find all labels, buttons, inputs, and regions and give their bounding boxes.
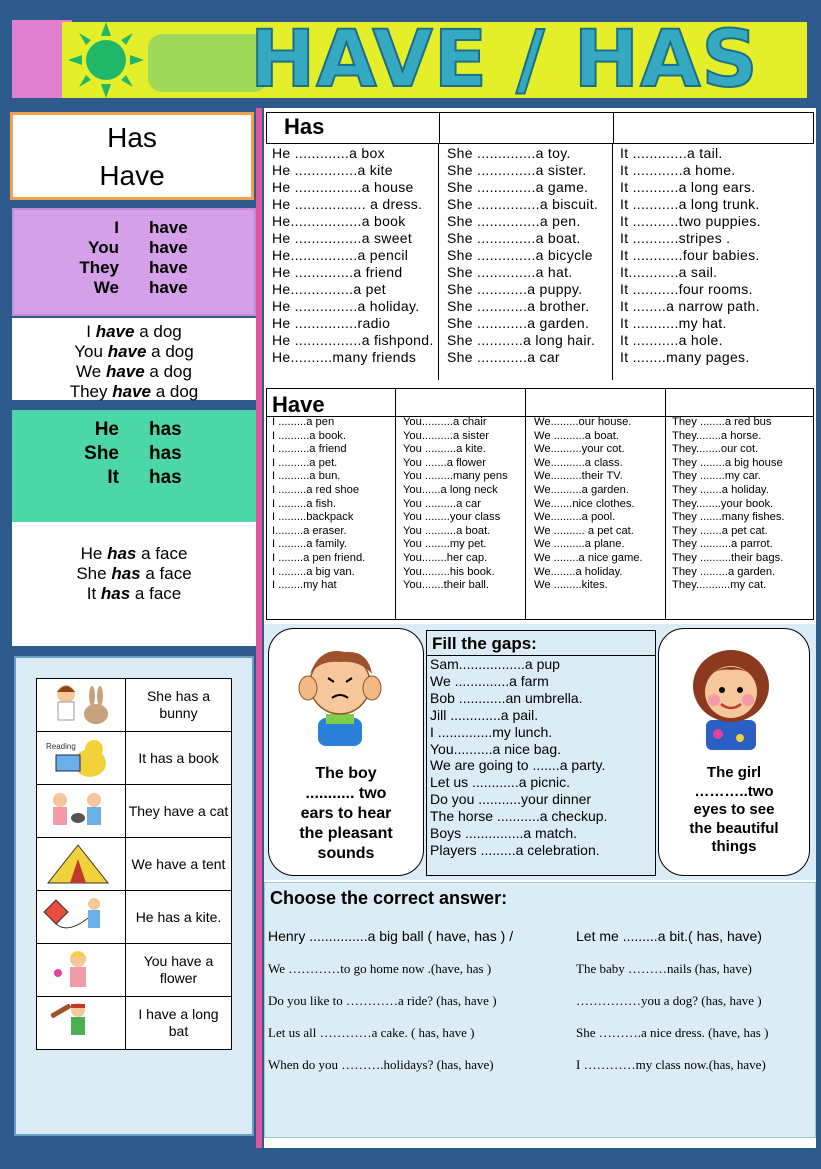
- boy-with-kite-icon: [37, 891, 126, 944]
- exercise-line: We are going to .......a party.: [430, 757, 606, 774]
- exercise-line: It ........many pages.: [620, 349, 750, 365]
- column-divider: [395, 388, 396, 620]
- exercise-line: They ........a big house: [672, 456, 783, 469]
- picture-sentence: You have a flower: [126, 944, 232, 997]
- exercise-line: Do you ...........your dinner: [430, 791, 592, 808]
- question-item: Henry ...............a big ball ( have, has ) /: [268, 928, 514, 944]
- picture-sentences-table: [36, 678, 232, 1050]
- exercise-line: I .........a family.: [272, 538, 348, 551]
- table-row: [37, 732, 232, 785]
- exercise-line: He ..............a friend: [272, 264, 403, 280]
- boy-covering-ears-icon: [290, 640, 390, 750]
- exercise-line: We .......... a pet cat.: [534, 524, 634, 537]
- exercise-line: It ...........a long trunk.: [620, 196, 760, 212]
- exercise-line: It ...........four rooms.: [620, 281, 753, 297]
- exercise-line: He ................a sweet: [272, 230, 413, 246]
- exercise-line: Jill .............a pail.: [430, 706, 539, 723]
- has-section-title: Has: [284, 114, 325, 139]
- fill-gaps-lines: [430, 656, 654, 859]
- pronoun-row: [14, 238, 254, 258]
- table-row: [37, 838, 232, 891]
- verb: has: [149, 467, 182, 488]
- boy-panel-text: The boy ........... two ears to hear the pleasant sounds: [299, 765, 393, 862]
- picture-sentence: I have a long bat: [126, 997, 232, 1050]
- column-divider: [665, 388, 666, 620]
- example-sentence: I have a dog: [86, 322, 182, 341]
- exercise-line: I ..........a friend: [272, 443, 347, 456]
- pronoun: He: [94, 419, 119, 440]
- exercise-line: She ..............a toy.: [447, 145, 571, 161]
- example-sentence: They have a dog: [69, 382, 199, 401]
- has-have-box: [10, 112, 254, 200]
- exercise-line: They .......many fishes.: [672, 511, 785, 524]
- exercise-line: We..........a pool.: [534, 511, 616, 524]
- example-sentence: It has a face: [86, 584, 182, 603]
- exercise-line: You ..........a kite.: [403, 443, 486, 456]
- dog-reading-icon: [37, 732, 126, 785]
- exercise-line: She ..............a boat.: [447, 230, 581, 246]
- exercise-line: He.................a book: [272, 213, 406, 229]
- singular-examples-box: [12, 522, 256, 646]
- question-item: ……………you a dog? (has, have ): [576, 993, 762, 1008]
- pronoun: You: [88, 238, 119, 257]
- exercise-line: You........her cap.: [403, 551, 488, 564]
- have-column-i: [272, 416, 365, 593]
- exercise-line: You..........a nice bag.: [430, 740, 562, 757]
- exercise-line: I ........my hat: [272, 579, 337, 592]
- has-label: Has: [107, 122, 157, 153]
- exercise-line: We........a holiday.: [534, 565, 623, 578]
- question-item: She ……….a nice dress. (have, has ): [576, 1025, 769, 1040]
- exercise-line: We.......nice clothes.: [534, 497, 635, 510]
- example-sentence: You have a dog: [74, 342, 194, 361]
- exercise-line: We ..........a plane.: [534, 538, 625, 551]
- column-divider: [525, 388, 526, 620]
- question-item: Let us all …………a cake. ( has, have ): [268, 1025, 475, 1040]
- verb: have: [149, 218, 188, 237]
- exercise-line: He ................a fishpond.: [272, 332, 434, 348]
- have-column-we: [534, 416, 643, 593]
- exercise-line: She ...............a biscuit.: [447, 196, 599, 212]
- exercise-line: They .......a pet cat.: [672, 524, 768, 537]
- pronoun: We: [93, 278, 119, 297]
- exercise-line: I ..............my lunch.: [430, 723, 553, 740]
- exercise-line: She ..............a bicycle: [447, 247, 593, 263]
- verb: have: [149, 238, 188, 257]
- exercise-line: They........our cot.: [672, 443, 759, 456]
- exercise-line: They........your book.: [672, 497, 774, 510]
- exercise-line: It............a sail.: [620, 264, 718, 280]
- exercise-line: He ................a house: [272, 179, 414, 195]
- exercise-line: You..........a chair: [403, 416, 487, 428]
- pronoun-row: [12, 418, 256, 442]
- verb: have: [149, 258, 188, 277]
- exercise-line: She ...............a pen.: [447, 213, 581, 229]
- children-with-cat-icon: [37, 785, 126, 838]
- exercise-line: You ........your class: [403, 511, 501, 524]
- have-section-title: Have: [272, 392, 325, 417]
- exercise-line: She ............a puppy.: [447, 281, 583, 297]
- picture-sentence: It has a book: [126, 732, 232, 785]
- verb: has: [149, 443, 182, 464]
- exercise-line: They ........a red bus: [672, 416, 772, 428]
- picture-sentence: She has a bunny: [126, 679, 232, 732]
- exercise-line: I ..........a book.: [272, 429, 346, 442]
- exercise-line: They ........my car.: [672, 470, 761, 483]
- pronoun-row: [12, 442, 256, 466]
- exercise-line: I .........backpack: [272, 511, 354, 524]
- table-row: [37, 891, 232, 944]
- exercise-line: He .............a box: [272, 145, 385, 161]
- exercise-line: She ...........a long hair.: [447, 332, 596, 348]
- exercise-line: He..........many friends: [272, 349, 417, 365]
- exercise-line: He...............a pet: [272, 281, 386, 297]
- have-column-you: [403, 416, 508, 593]
- pronoun-row: [12, 466, 256, 490]
- exercise-line: I .........a big van.: [272, 565, 355, 578]
- divider-strip: [256, 108, 262, 1148]
- has-column-it: [620, 145, 761, 366]
- exercise-line: We ..........a boat.: [534, 429, 619, 442]
- pronoun-row: [14, 218, 254, 238]
- example-sentence: She has a face: [76, 564, 192, 583]
- exercise-line: They ..........a parrot.: [672, 538, 773, 551]
- exercise-line: It ............a home.: [620, 162, 736, 178]
- example-sentence: He has a face: [80, 544, 188, 563]
- exercise-line: I .........a red shoe: [272, 483, 360, 496]
- pronoun: It: [107, 467, 119, 488]
- exercise-line: It ...........a hole.: [620, 332, 723, 348]
- exercise-line: I.........a eraser.: [272, 524, 347, 537]
- column-divider: [612, 144, 613, 380]
- exercise-line: We..........their TV.: [534, 470, 623, 483]
- exercise-line: It ...........stripes .: [620, 230, 731, 246]
- question-item: Let me .........a bit.( has, have): [576, 928, 762, 944]
- exercise-line: We ........a nice game.: [534, 551, 643, 564]
- exercise-line: He................a pencil: [272, 247, 409, 263]
- has-column-he: [272, 145, 434, 366]
- verb: have: [149, 278, 188, 297]
- exercise-line: We ..............a farm: [430, 672, 549, 689]
- picture-sentence: He has a kite.: [126, 891, 232, 944]
- exercise-line: You ..........a car: [403, 497, 481, 510]
- table-row: [37, 944, 232, 997]
- table-row: [37, 679, 232, 732]
- exercise-line: Boys ...............a match.: [430, 825, 578, 842]
- exercise-line: Players .........a celebration.: [430, 841, 600, 858]
- exercise-line: You .........many pens: [403, 470, 508, 483]
- exercise-line: It .............a tail.: [620, 145, 723, 161]
- girl-with-flower-icon: [37, 944, 126, 997]
- choose-answer-panel: [264, 882, 816, 1138]
- exercise-line: You ..........a boat.: [403, 524, 491, 537]
- question-item: The baby ………nails (has, have): [576, 961, 752, 976]
- verb: has: [149, 419, 182, 440]
- has-column-she: [447, 145, 598, 366]
- exercise-line: They .........a garden.: [672, 565, 776, 578]
- example-sentence: We have a dog: [76, 362, 192, 381]
- exercise-line: The horse ...........a checkup.: [430, 808, 608, 825]
- pronoun-row: [14, 258, 254, 278]
- question-item: We …………to go home now .(have, has ): [268, 961, 492, 976]
- exercise-line: Let us ............a picnic.: [430, 774, 571, 791]
- exercise-line: She ..............a hat.: [447, 264, 573, 280]
- exercise-line: You......a long neck: [403, 483, 498, 496]
- tent-icon: [37, 838, 126, 891]
- exercise-line: She ..............a sister.: [447, 162, 587, 178]
- singular-pronouns-box: [12, 410, 256, 522]
- exercise-line: She ............a brother.: [447, 298, 590, 314]
- exercise-line: We.........our house.: [534, 416, 632, 428]
- exercise-line: Sam.................a pup: [430, 656, 560, 672]
- girl-smiling-icon: [676, 642, 786, 752]
- exercise-line: I ........a pen friend.: [272, 551, 366, 564]
- svg-text:Reading: Reading: [46, 742, 76, 751]
- exercise-line: I .........a pen: [272, 416, 335, 428]
- exercise-line: We .........kites.: [534, 579, 608, 592]
- exercise-line: He ...............a kite: [272, 162, 393, 178]
- pronoun: They: [79, 258, 119, 277]
- fill-gaps-title: Fill the gaps:: [432, 634, 537, 653]
- table-row: [37, 785, 232, 838]
- exercise-line: It ...........two puppies.: [620, 213, 761, 229]
- exercise-line: You .......a flower: [403, 456, 486, 469]
- exercise-line: They...........my cat.: [672, 579, 767, 592]
- column-divider: [438, 144, 439, 380]
- exercise-line: I .........a fish.: [272, 497, 337, 510]
- exercise-line: He ...............a holiday.: [272, 298, 420, 314]
- pronoun: I: [114, 218, 119, 237]
- exercise-line: I ..........a bun.: [272, 470, 341, 483]
- exercise-line: It ............four babies.: [620, 247, 760, 263]
- picture-sentence: They have a cat: [126, 785, 232, 838]
- plural-examples-box: [12, 318, 256, 400]
- question-item: When do you ……….holidays? (has, have): [268, 1057, 494, 1072]
- picture-sentence: We have a tent: [126, 838, 232, 891]
- exercise-line: You ........my pet.: [403, 538, 487, 551]
- exercise-line: We..........a garden.: [534, 483, 629, 496]
- girl-with-bunny-icon: [37, 679, 126, 732]
- have-label: Have: [99, 160, 165, 191]
- have-column-they: [672, 416, 785, 593]
- table-row: [37, 997, 232, 1050]
- choose-answer-title: Choose the correct answer:: [270, 888, 508, 908]
- girl-panel-text: The girl ………..two eyes to see the beautiful things: [689, 764, 779, 855]
- plural-pronouns-box: [12, 208, 256, 316]
- question-item: I …………my class now.(has, have): [576, 1057, 766, 1072]
- exercise-line: She ............a car: [447, 349, 560, 365]
- sun-icon: [66, 20, 146, 100]
- exercise-line: It ...........a long ears.: [620, 179, 756, 195]
- pronoun-row: [14, 278, 254, 298]
- exercise-line: She ..............a game.: [447, 179, 589, 195]
- boy-with-bat-icon: [37, 997, 126, 1050]
- exercise-line: He ...............radio: [272, 315, 391, 331]
- exercise-line: We...........a class.: [534, 456, 623, 469]
- exercise-line: It ...........my hat.: [620, 315, 727, 331]
- exercise-line: He ................. a dress.: [272, 196, 423, 212]
- exercise-line: It ........a narrow path.: [620, 298, 760, 314]
- exercise-line: They ..........their bags.: [672, 551, 784, 564]
- exercise-line: We..........your cot.: [534, 443, 625, 456]
- exercise-line: She ............a garden.: [447, 315, 590, 331]
- page-title: HAVE / HAS: [250, 15, 759, 105]
- exercise-line: They........a horse.: [672, 429, 762, 442]
- exercise-line: You.......their ball.: [403, 579, 490, 592]
- exercise-line: You..........a sister: [403, 429, 490, 442]
- question-item: Do you like to …………a ride? (has, have ): [268, 993, 497, 1008]
- has-header-row: [266, 112, 814, 144]
- exercise-line: I ..........a pet.: [272, 456, 338, 469]
- exercise-line: Bob ............an umbrella.: [430, 689, 583, 706]
- exercise-line: You.........his book.: [403, 565, 495, 578]
- pronoun: She: [84, 443, 119, 464]
- exercise-line: They .......a holiday.: [672, 483, 769, 496]
